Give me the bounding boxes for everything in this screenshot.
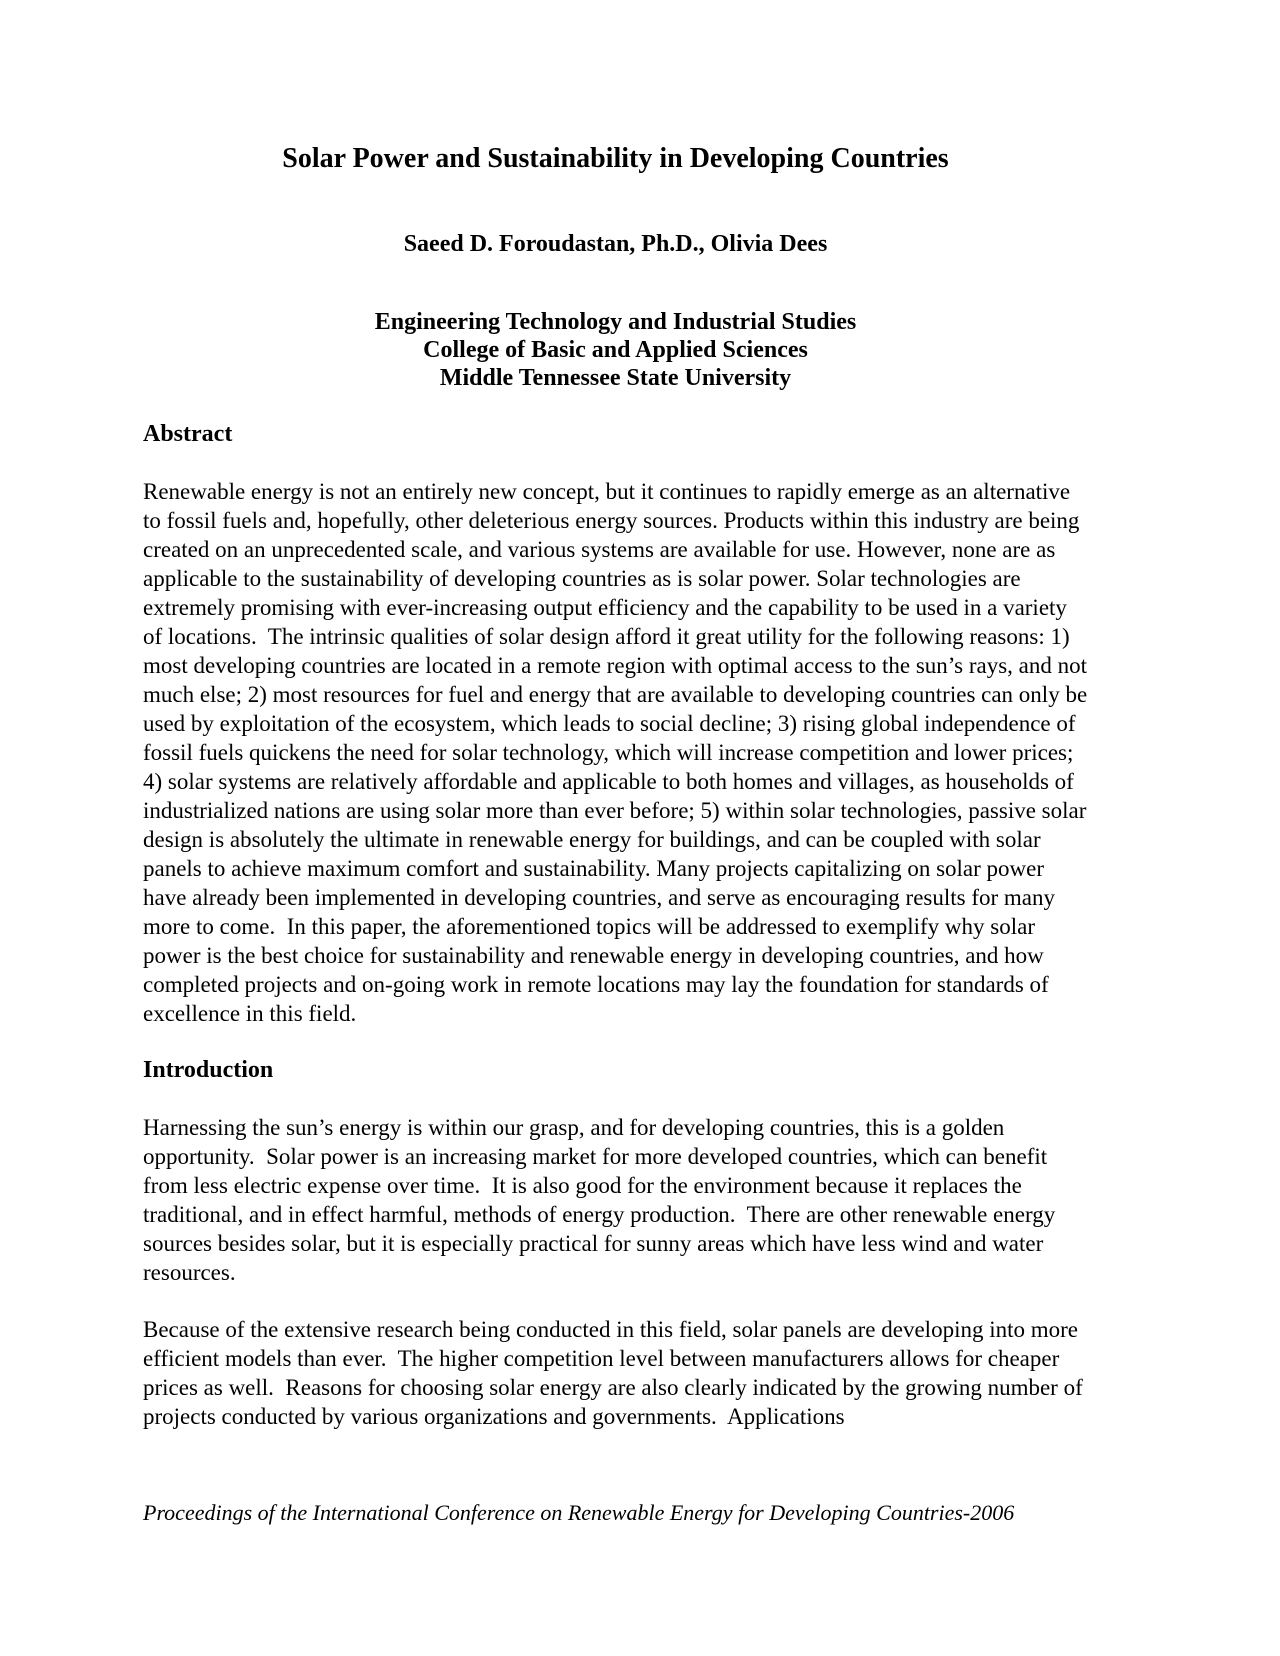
paper-title: Solar Power and Sustainability in Developing Countries	[282, 143, 949, 174]
abstract-heading: Abstract	[143, 421, 233, 447]
paper-authors: Saeed D. Foroudastan, Ph.D., Olivia Dees	[403, 231, 828, 257]
proceedings-footer: Proceedings of the International Conference on Renewable Energy for Developing Countries-2006	[143, 1500, 1015, 1525]
affiliation-university: Middle Tennessee State University	[439, 365, 792, 391]
document-content	[143, 0, 1093, 1431]
introduction-heading: Introduction	[143, 1057, 274, 1083]
abstract-paragraph: Renewable energy is not an entirely new concept, but it continues to rapidly emerge as an alternative to fossil fuels and, hopefully, other deleterious energy sources. Products within this industry are being created on an unprecedented scale, and various systems are available for use. However, none are as applicable to the sustainability of developing countries as is solar power. Solar technologies are extremely promising with ever-increasing output efficiency and the capability to be used in a variety of locations. The intrinsic qualities of solar design afford it great utility for the following reasons: 1) most developing countries are located in a remote region with optimal access to the sun’s rays, and not much else; 2) most resources for fuel and energy that are available to developing countries can only be used by exploitation of the ecosystem, which leads to social decline; 3) rising global independence of fossil fuels quickens the need for solar technology, which will increase competition and lower prices; 4) solar systems are relatively affordable and applicable to both homes and villages, as households of industrialized nations are using solar more than ever before; 5) within solar technologies, passive solar design is absolutely the ultimate in renewable energy for buildings, and can be coupled with solar panels to achieve maximum comfort and sustainability. Many projects capitalizing on solar power have already been implemented in developing countries, and serve as encouraging results for many more to come. In this paper, the aforementioned topics will be addressed to exemplify why solar power is the best choice for sustainability and renewable energy in developing countries, and how completed projects and on-going work in remote locations may lay the foundation for standards of excellence in this field.	[143, 479, 1093, 1026]
introduction-paragraph-1: Harnessing the sun’s energy is within our grasp, and for developing countries, this is a golden opportunity. Solar power is an increasing market for more developed countries, which can benefit from less electric expense over time. It is also good for the environment because it replaces the traditional, and in effect harmful, methods of energy production. There are other renewable energy sources besides solar, but it is especially practical for sunny areas which have less wind and water resources.	[143, 1115, 1061, 1285]
affiliation-college: College of Basic and Applied Sciences	[423, 337, 808, 363]
affiliation-department: Engineering Technology and Industrial Studies	[374, 309, 857, 335]
paper-affiliation	[143, 308, 1088, 392]
introduction-paragraph-2: Because of the extensive research being conducted in this field, solar panels are developing into more efficient models than ever. The higher competition level between manufacturers allows for cheaper prices as well. Reasons for choosing solar energy are also clearly indicated by the growing number of projects conducted by various organizations and governments. Applications	[143, 1317, 1089, 1429]
